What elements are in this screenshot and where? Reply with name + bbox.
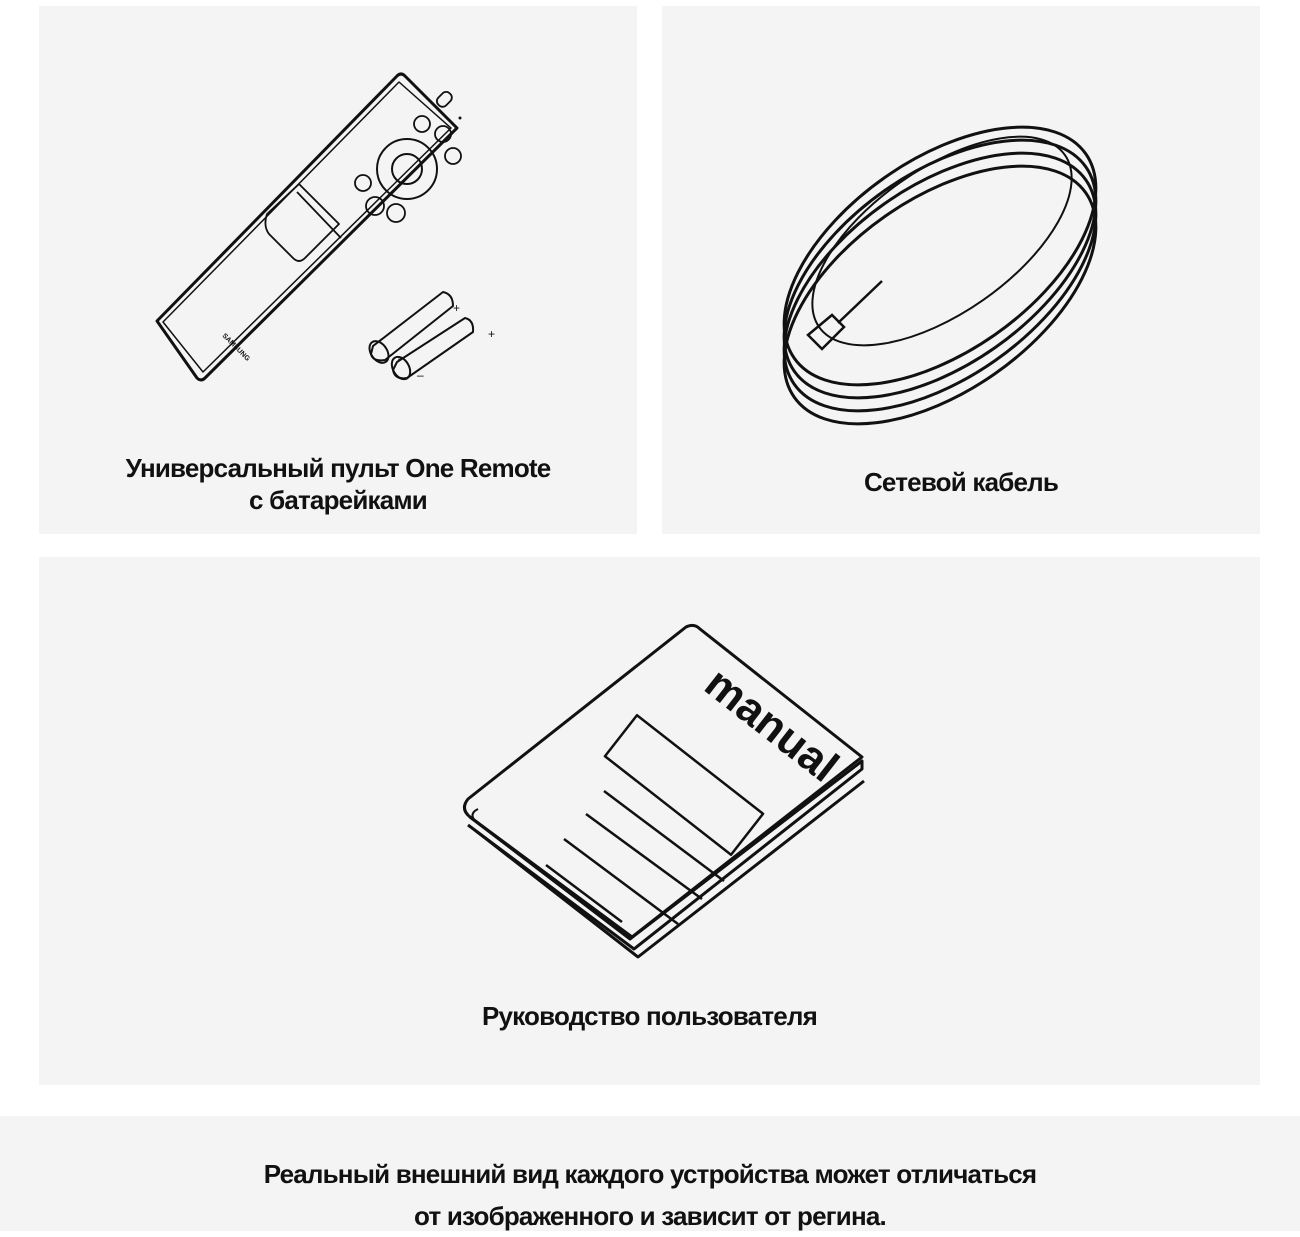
svg-text:+: + bbox=[453, 301, 461, 315]
remote-caption-line2: с батарейками bbox=[248, 485, 427, 515]
manual-caption: Руководство пользователя bbox=[481, 1001, 817, 1031]
cable-card bbox=[662, 6, 1260, 534]
manual-booklet-icon bbox=[454, 619, 874, 969]
remote-caption-line1: Универсальный пульт One Remote bbox=[125, 453, 551, 483]
remote-control-icon bbox=[149, 66, 496, 386]
disclaimer-line2: от изображенного и зависит от регина. bbox=[414, 1201, 886, 1231]
cable-caption: Сетевой кабель bbox=[863, 467, 1059, 497]
remote-brand-text: SAMSUNG bbox=[220, 332, 251, 363]
remote-card bbox=[39, 6, 637, 534]
disclaimer-text bbox=[0, 1153, 1300, 1237]
manual-card bbox=[39, 557, 1260, 1085]
svg-text:–: – bbox=[398, 351, 405, 365]
remote-caption bbox=[39, 452, 637, 516]
power-cable-icon bbox=[762, 91, 1112, 421]
svg-text:–: – bbox=[417, 368, 424, 382]
svg-text:+: + bbox=[488, 327, 496, 341]
disclaimer-band bbox=[0, 1116, 1300, 1231]
disclaimer-line1: Реальный внешний вид каждого устройства может отличаться bbox=[263, 1159, 1037, 1189]
manual-cover-text: manual bbox=[695, 658, 848, 792]
